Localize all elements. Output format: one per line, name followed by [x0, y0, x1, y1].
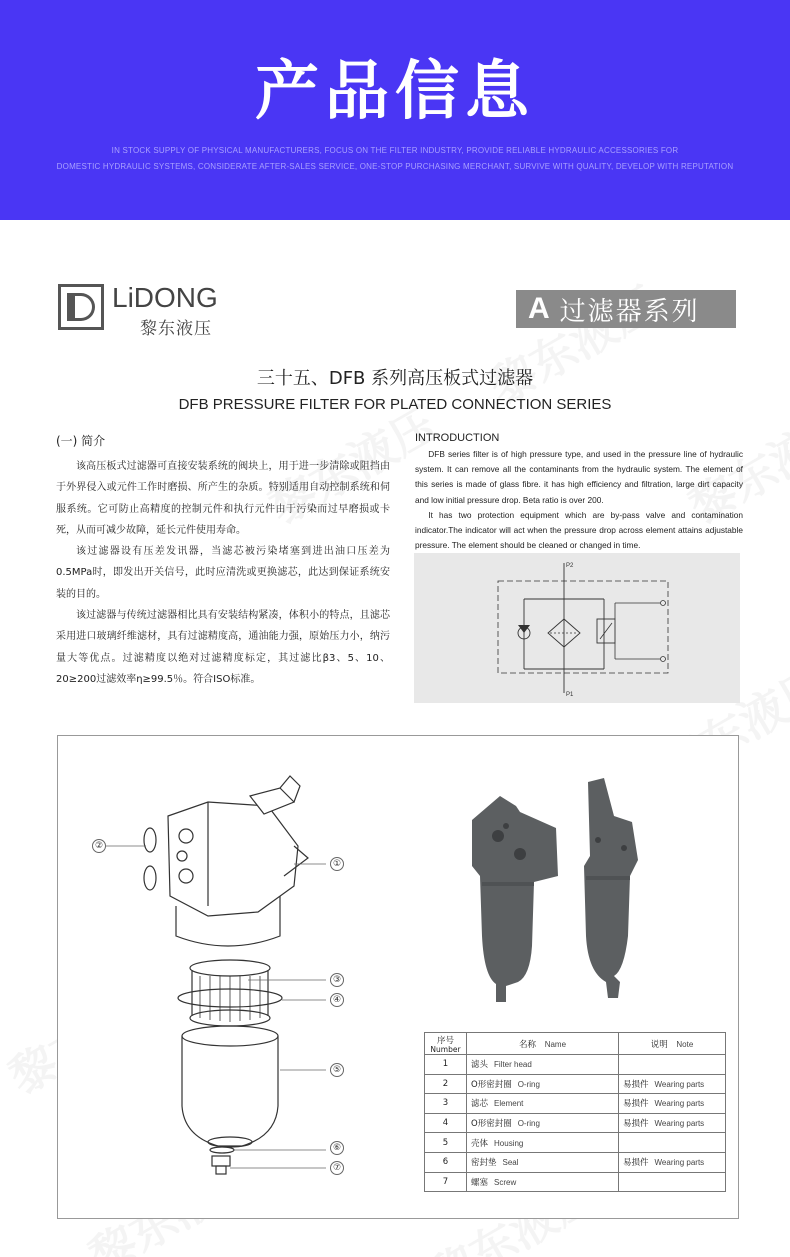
note-en: Wearing parts — [654, 1079, 705, 1089]
header-note — [619, 1033, 726, 1055]
cell-number: 3 — [425, 1094, 467, 1114]
name-en: O-ring — [517, 1079, 540, 1089]
banner-subtitle-line1: IN STOCK SUPPLY OF PHYSICAL MANUFACTURERS, FOCUS ON THE FILTER INDUSTRY, PROVIDE RELIABLE HYDRAULIC ACCESSORIES FOR — [111, 146, 679, 155]
callout-3: ③ — [330, 973, 344, 987]
header-name-cn: 名称 — [518, 1039, 536, 1050]
cell-name — [467, 1133, 619, 1153]
intro-paragraph: 该高压板式过滤器可直接安装系统的阀块上，用于进一步清除或阻挡由于外界侵入或元件工作时磨损、所产生的杂质。特别适用自动控制系统和伺服系统。它可防止高精度的控制元件和执行元件由于污染而过早磨损或卡死，从而可减少故障，延长元件使用寿命。 — [56, 461, 390, 536]
intro-paragraph: It has two protection equipment which are by-pass valve and contamination indicator.The indicator will act when the pressure drop across element attains adjustable pressure. The element should be cleaned or changed in time. — [415, 509, 743, 551]
banner-title: 产品信息 — [255, 55, 535, 129]
table-header-row — [425, 1033, 726, 1055]
intro-body-cn — [56, 456, 390, 690]
cell-note — [619, 1133, 726, 1153]
cell-number: 5 — [425, 1133, 467, 1153]
cell-name — [467, 1113, 619, 1133]
header-note-en: Note — [676, 1039, 694, 1049]
header-number — [425, 1033, 467, 1055]
note-en: Wearing parts — [654, 1119, 705, 1129]
note-cn: 易损件 — [623, 1079, 649, 1090]
name-cn: 壳体 — [471, 1138, 489, 1149]
callout-4: ④ — [330, 993, 344, 1007]
cell-name — [467, 1074, 619, 1094]
cell-note — [619, 1074, 726, 1094]
note-en: Wearing parts — [654, 1099, 705, 1109]
name-cn: 密封垫 — [471, 1158, 497, 1169]
table-row — [425, 1152, 726, 1172]
callout-2: ② — [92, 839, 106, 853]
brand-logo-icon — [58, 284, 104, 330]
note-cn: 易损件 — [623, 1158, 649, 1169]
intro-paragraph: 该过滤器设有压差发讯器，当滤芯被污染堵塞到进出油口压差为0.5MPa时，即发出开关信号，此时应清洗或更换滤芯，此达到保证系统安装的目的。 — [56, 546, 390, 600]
cell-note — [619, 1113, 726, 1133]
header-number-cn: 序号 — [436, 1035, 454, 1046]
name-en: O-ring — [517, 1119, 540, 1129]
note-cn: 易损件 — [623, 1119, 649, 1130]
intro-heading-en: INTRODUCTION — [415, 432, 500, 444]
table-row — [425, 1094, 726, 1114]
name-en: Seal — [502, 1158, 519, 1168]
intro-paragraph: DFB series filter is of high pressure type, and used in the pressure line of hydraulic system. It can remove all the contaminants from the hydraulic system. The element of this series is made of glass fibre. it has high efficiency and filtration, large dirt capacity and low initial pressure drop. Beta ratio is over 200. — [415, 449, 743, 505]
header-name — [467, 1033, 619, 1055]
cell-name — [467, 1152, 619, 1172]
product-photo — [472, 778, 638, 1002]
series-label: 过滤器系列 — [559, 296, 700, 327]
cell-note — [619, 1172, 726, 1192]
brand-name-cn: 黎东液压 — [140, 319, 212, 339]
document-title-en: DFB PRESSURE FILTER FOR PLATED CONNECTION SERIES — [178, 396, 612, 413]
name-en: Screw — [494, 1177, 517, 1187]
schematic-diagram — [414, 553, 740, 703]
name-cn: 螺塞 — [471, 1177, 489, 1188]
hydraulic-schematic — [414, 553, 740, 703]
name-cn: O形密封圈 — [471, 1079, 512, 1090]
table-row — [425, 1055, 726, 1075]
name-en: Filter head — [494, 1060, 532, 1070]
cell-note — [619, 1152, 726, 1172]
note-en: Wearing parts — [654, 1158, 705, 1168]
table-row — [425, 1113, 726, 1133]
header-number-en: Number — [430, 1044, 461, 1054]
cell-name — [467, 1172, 619, 1192]
intro-paragraph: 该过滤器与传统过滤器相比具有安装结构紧凑，体积小的特点，且滤芯采用进口玻璃纤维滤材，具有过滤精度高，通油能力强，原始压力小，纳污量大等优点。过滤精度以绝对过滤精度标定，其过滤比β3、5、10、20≥200过滤效率η≥99.5％。符合ISO标准。 — [56, 610, 390, 685]
table-row — [425, 1172, 726, 1192]
name-cn: O形密封圈 — [471, 1119, 512, 1130]
intro-body-en — [415, 447, 743, 553]
cell-number: 7 — [425, 1172, 467, 1192]
banner-subtitle-line2: DOMESTIC HYDRAULIC SYSTEMS, CONSIDERATE AFTER-SALES SERVICE, ONE-STOP PURCHASING MERCHANT, SURVIVE WITH QUALITY, DEVELOP WITH REPUTATION — [56, 162, 734, 171]
series-tag — [516, 290, 736, 328]
name-cn: 滤头 — [471, 1060, 489, 1071]
header-note-cn: 说明 — [650, 1039, 668, 1050]
callout-6: ⑥ — [330, 1141, 344, 1155]
header-banner — [0, 0, 790, 220]
cell-name — [467, 1055, 619, 1075]
name-cn: 滤芯 — [471, 1099, 489, 1110]
callout-5: ⑤ — [330, 1063, 344, 1077]
name-en: Housing — [494, 1138, 524, 1148]
header-name-en: Name — [544, 1039, 567, 1049]
cell-name — [467, 1094, 619, 1114]
parts-table — [424, 1032, 726, 1192]
cell-number: 4 — [425, 1113, 467, 1133]
table-row — [425, 1133, 726, 1153]
cell-note — [619, 1094, 726, 1114]
series-letter: A — [528, 292, 550, 325]
cell-number: 1 — [425, 1055, 467, 1075]
callout-1: ① — [330, 857, 344, 871]
name-en: Element — [494, 1099, 524, 1109]
port-label-top: P2 — [566, 563, 574, 569]
brand-name-en: LiDONG — [112, 282, 218, 313]
table-row — [425, 1074, 726, 1094]
intro-heading-cn: (一) 简介 — [56, 434, 106, 448]
cell-note — [619, 1055, 726, 1075]
note-cn: 易损件 — [623, 1099, 649, 1110]
port-label-bottom: P1 — [566, 692, 574, 698]
callout-7: ⑦ — [330, 1161, 344, 1175]
document-title-cn: 三十五、DFB 系列高压板式过滤器 — [256, 368, 534, 389]
cell-number: 2 — [425, 1074, 467, 1094]
cell-number: 6 — [425, 1152, 467, 1172]
